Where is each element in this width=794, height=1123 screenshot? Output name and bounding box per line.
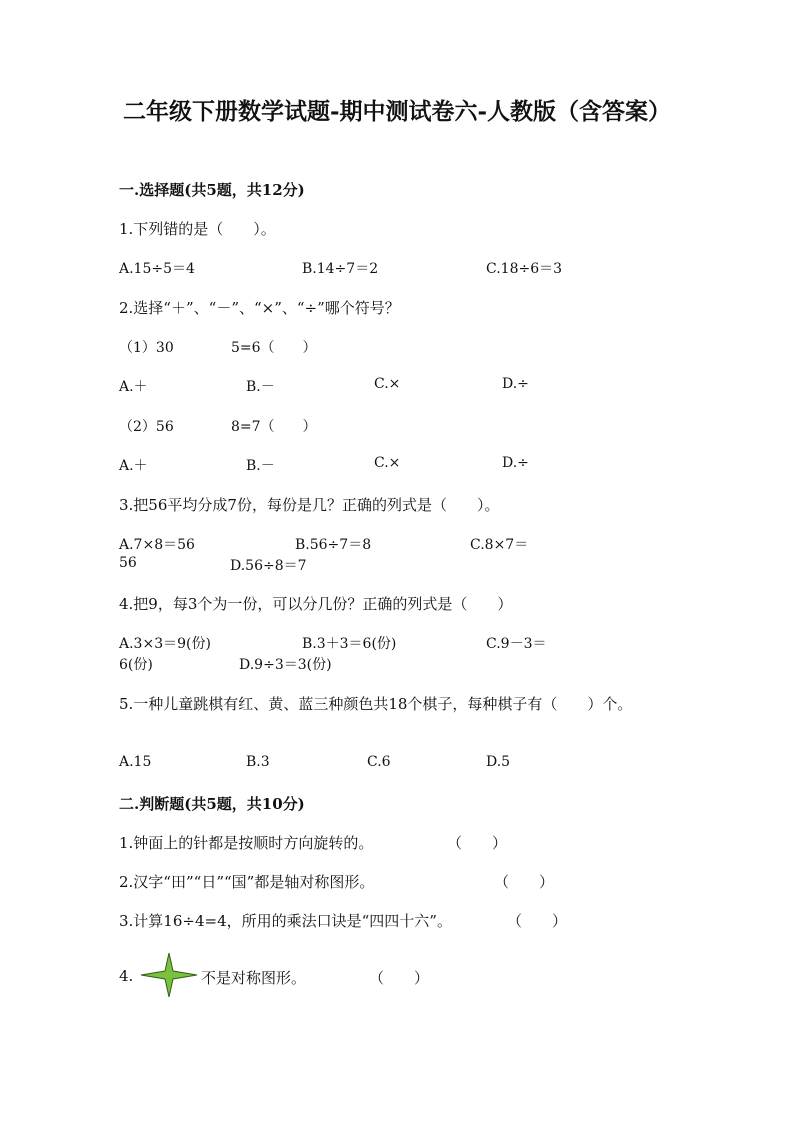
question-4-stem: 4.把9，每3个为一份，可以分几份？正确的列式是（ ）: [119, 595, 513, 613]
question-2-sub2-label: （2）56: [119, 419, 174, 435]
question-4-option-d: D.9÷3＝3(份): [239, 657, 332, 673]
question-2-sub1-label: （1）30: [119, 340, 174, 356]
judgment-1-text: 1.钟面上的针都是按顺时方向旋转的。: [119, 834, 374, 852]
judgment-2-text: 2.汉字“田”“日”“国”都是轴对称图形。: [119, 873, 375, 891]
judgment-3-bracket: （ ）: [507, 912, 568, 930]
judgment-2-bracket: （ ）: [494, 873, 555, 891]
question-1-stem: 1.下列错的是（ ）。: [119, 220, 276, 238]
question-5-option-b: B.3: [246, 754, 270, 770]
judgment-3-text: 3.计算16÷4=4，所用的乘法口诀是“四四十六”。: [119, 912, 452, 930]
page-title: 二年级下册数学试题-期中测试卷六-人教版（含答案）: [122, 98, 672, 125]
question-3-option-c: C.8×7＝: [470, 537, 529, 553]
judgment-4-bracket: （ ）: [369, 969, 430, 987]
question-3-option-b: B.56÷7＝8: [295, 537, 372, 553]
question-2-sub2-option-b: B.－: [246, 458, 275, 474]
question-2-sub2-rest: 8=7（ ）: [231, 419, 317, 435]
question-4-option-c-continued: 6(份): [119, 657, 153, 673]
question-3-stem: 3.把56平均分成7份，每份是几？正确的列式是（ ）。: [119, 496, 500, 514]
question-5-option-d: D.5: [486, 754, 511, 770]
section-heading-judgment: 二.判断题(共5题，共10分): [119, 795, 305, 813]
judgment-4-text: 不是对称图形。: [201, 969, 307, 987]
question-2-sub1-option-c: C.×: [374, 376, 401, 392]
question-1-option-c: C.18÷6＝3: [486, 261, 563, 277]
question-3-option-c-continued: 56: [119, 555, 137, 571]
question-2-stem: 2.选择“＋”、“－”、“×”、“÷”哪个符号？: [119, 299, 400, 317]
question-2-sub1-option-b: B.－: [246, 379, 275, 395]
question-2-sub2-option-c: C.×: [374, 455, 401, 471]
question-5-stem: 5.一种儿童跳棋有红、黄、蓝三种颜色共18个棋子，每种棋子有（ ）个。: [119, 695, 633, 713]
question-4-option-c: C.9－3＝: [486, 636, 547, 652]
question-4-option-b: B.3＋3＝6(份): [302, 636, 397, 652]
question-2-sub2-option-a: A.＋: [119, 458, 148, 474]
question-3-option-d: D.56÷8＝7: [230, 558, 307, 574]
star-shape: [141, 953, 197, 997]
question-4-option-a: A.3×3＝9(份): [119, 636, 211, 652]
question-5-option-a: A.15: [119, 754, 152, 770]
four-point-star-icon: [140, 952, 198, 998]
question-2-sub2-option-d: D.÷: [502, 455, 529, 471]
question-3-option-a: A.7×8＝56: [119, 537, 195, 553]
judgment-1-bracket: （ ）: [447, 834, 508, 852]
question-2-sub1-rest: 5=6（ ）: [231, 340, 317, 356]
judgment-4-number: 4.: [119, 967, 134, 985]
section-heading-choice: 一.选择题(共5题，共12分): [119, 181, 305, 199]
question-1-option-a: A.15÷5＝4: [119, 261, 195, 277]
question-2-sub1-option-d: D.÷: [502, 376, 529, 392]
question-2-sub1-option-a: A.＋: [119, 379, 148, 395]
question-1-option-b: B.14÷7＝2: [302, 261, 379, 277]
question-5-option-c: C.6: [367, 754, 391, 770]
